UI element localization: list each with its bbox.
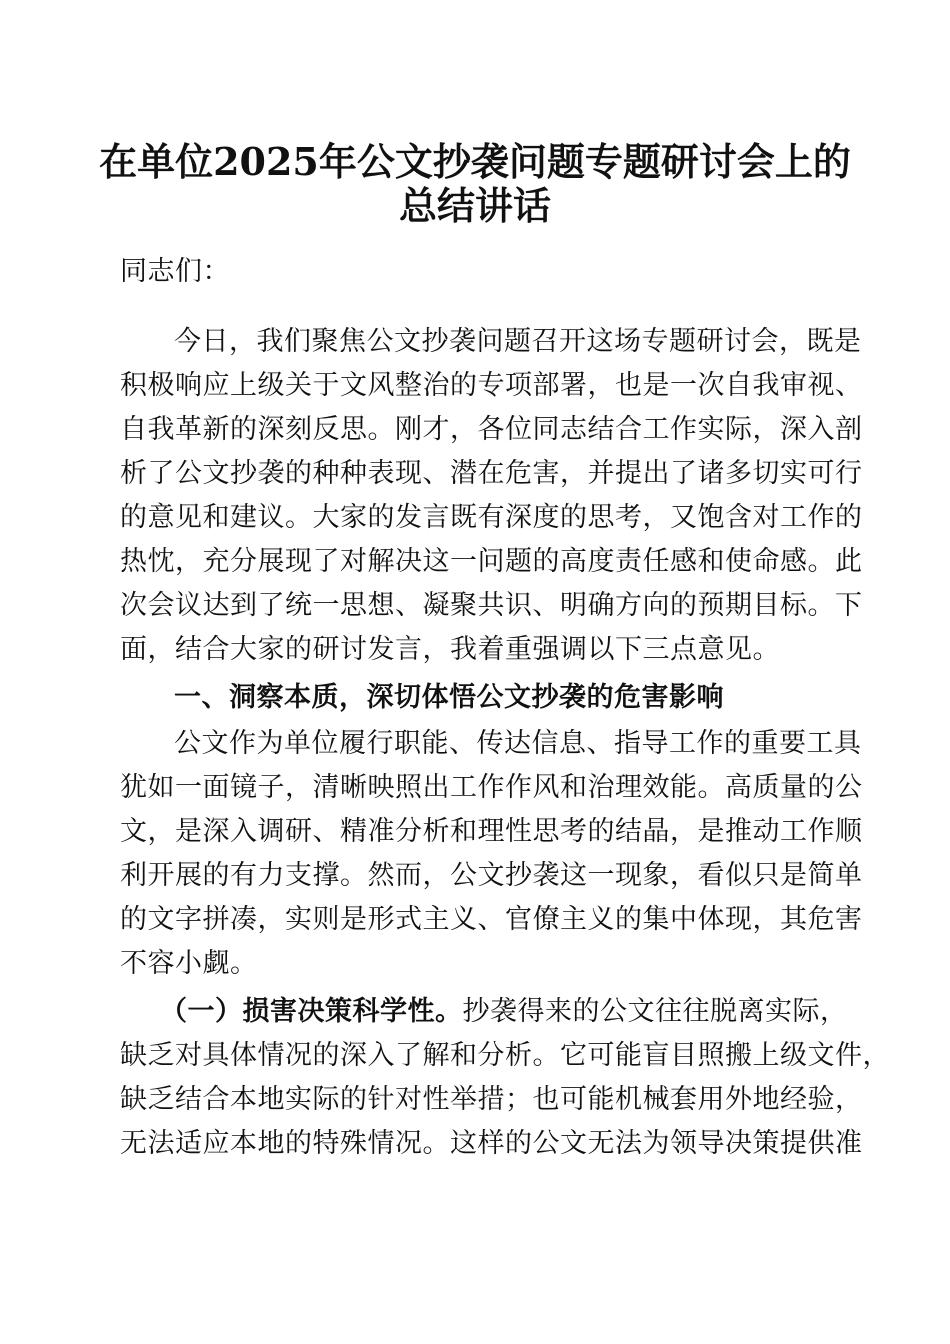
subsection-label: （一）损害决策科学性。 (160, 996, 463, 1027)
paragraph-line: 缺乏对具体情况的深入了解和分析。它可能盲目照搬上级文件， (120, 1040, 890, 1071)
salutation: 同志们： (120, 256, 230, 287)
paragraph-line: 次会议达到了统一思想、凝聚共识、明确方向的预期目标。下 (120, 590, 863, 621)
paragraph-line: 的文字拼凑，实则是形式主义、官僚主义的集中体现，其危害 (120, 904, 863, 935)
paragraph-line: 积极响应上级关于文风整治的专项部署，也是一次自我审视、 (120, 370, 863, 401)
paragraph-line: 今日，我们聚焦公文抄袭问题召开这场专题研讨会，既是 (174, 326, 862, 357)
paragraph-line: 缺乏结合本地实际的针对性举措；也可能机械套用外地经验， (120, 1084, 863, 1115)
paragraph-line: 的意见和建议。大家的发言既有深度的思考，又饱含对工作的 (120, 502, 863, 533)
paragraph-line: 析了公文抄袭的种种表现、潜在危害，并提出了诸多切实可行 (120, 458, 863, 489)
section-heading: 一、洞察本质，深切体悟公文抄袭的危害影响 (174, 682, 724, 713)
paragraph-line: 热忱，充分展现了对解决这一问题的高度责任感和使命感。此 (120, 546, 863, 577)
paragraph-line: 无法适应本地的特殊情况。这样的公文无法为领导决策提供准 (120, 1128, 863, 1159)
paragraph-line: 利开展的有力支撑。然而，公文抄袭这一现象，看似只是简单 (120, 860, 863, 891)
document-title-line-1: 在单位2025年公文抄袭问题专题研讨会上的 (99, 139, 851, 184)
subsection-first-line (160, 990, 848, 1034)
paragraph-line: 文，是深入调研、精准分析和理性思考的结晶，是推动工作顺 (120, 816, 863, 847)
paragraph-line: 犹如一面镜子，清晰映照出工作作风和治理效能。高质量的公 (120, 772, 863, 803)
paragraph-line: 公文作为单位履行职能、传达信息、指导工作的重要工具 (174, 728, 862, 759)
subsection-text: 抄袭得来的公文往往脱离实际， (462, 996, 848, 1027)
paragraph-line: 面，结合大家的研讨发言，我着重强调以下三点意见。 (120, 634, 780, 665)
paragraph-line: 不容小觑。 (120, 948, 258, 979)
paragraph-line: 自我革新的深刻反思。刚才，各位同志结合工作实际，深入剖 (120, 414, 863, 445)
document-title-line-2: 总结讲话 (398, 183, 551, 228)
